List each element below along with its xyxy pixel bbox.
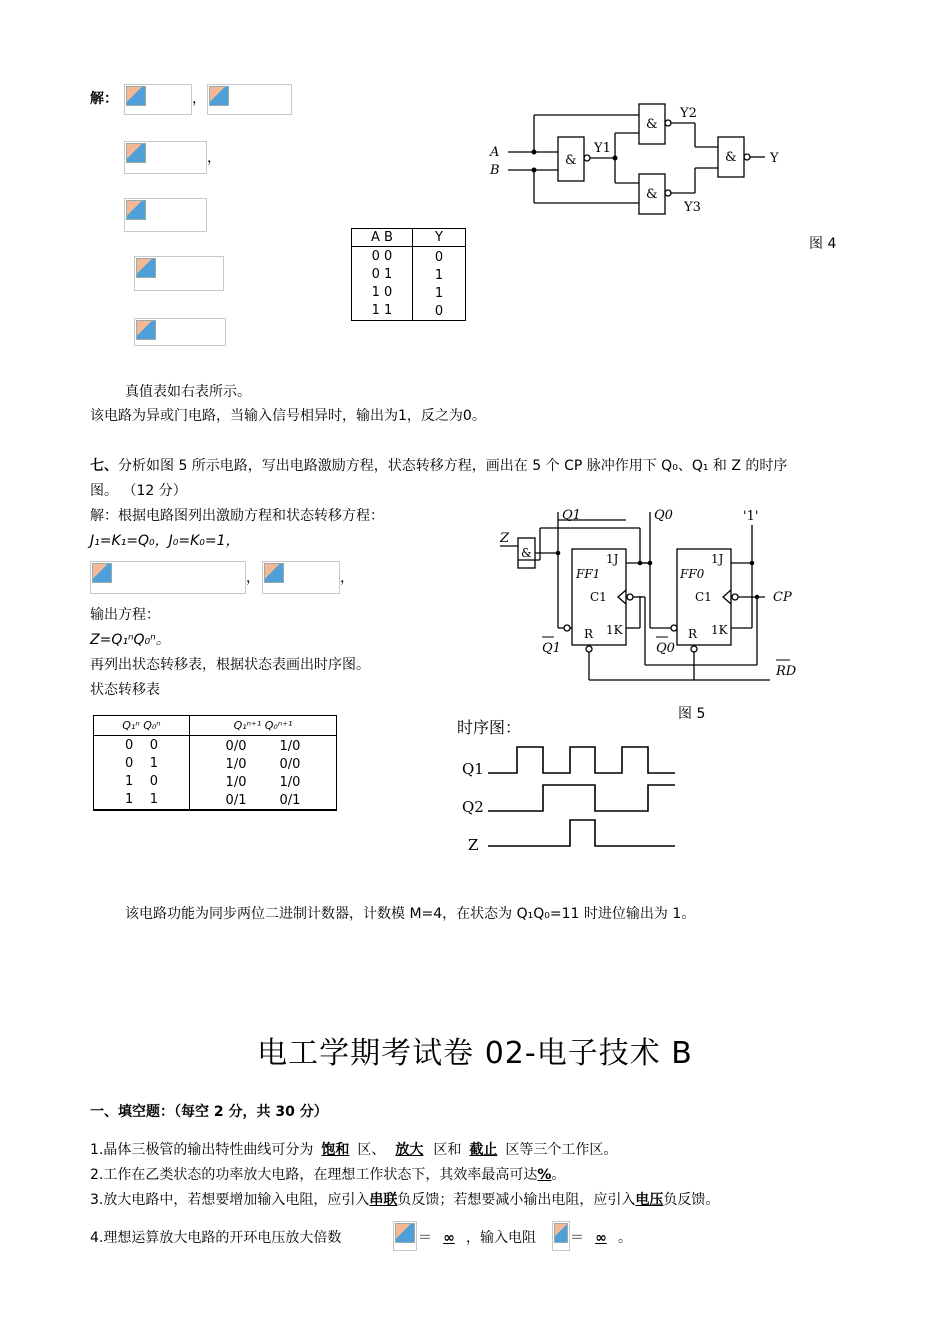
header-next: Q₁ⁿ⁺¹ Q₀ⁿ⁺¹ [190,716,337,736]
output-equation-label: 输出方程： [90,607,160,623]
figure-5-circuit [490,500,820,685]
header-y: Y [413,229,466,247]
comma: ， [340,570,354,586]
truth-table [351,228,466,321]
q4-text: ，输入电阻 [466,1230,536,1246]
signal-label-q2: Q2 [462,798,484,816]
section-7-heading-cont: 图。 （12 分） [90,483,187,499]
figure-4-circuit [480,95,800,220]
figure-5-label: 图 5 [678,706,706,722]
image-icon [126,143,146,163]
q3-answer-1: 串联 [369,1192,398,1208]
cell: 0 [434,303,444,319]
image-icon [264,563,284,583]
label-c1: C1 [695,590,712,604]
cell: 1/0 1/0 [225,774,301,790]
formula-image [90,561,246,594]
gate-symbol: & [521,546,532,560]
formula-image [262,561,340,594]
label-z: Z [500,531,510,546]
q4-text: ＝ [418,1230,432,1246]
label-y1: Y1 [594,141,611,156]
label-r: R [584,627,594,641]
q3-text: 3.放大电路中，若想要增加输入电阻，应引入 [90,1192,370,1208]
truth-note: 真值表如右表所示。 [125,384,251,400]
question-1 [90,1140,617,1160]
cell: 0 0 [94,736,190,756]
cell: 0 0 [352,247,413,267]
state-text: 再列出状态转移表，根据状态表画出时序图。 [90,657,370,673]
q4-text: 。 [618,1230,632,1246]
label-q0: Q0 [654,508,673,523]
timing-label: 时序图： [457,718,522,737]
q1-answer-1: 饱和 [321,1142,350,1158]
cell: 1 1 [94,791,190,810]
z-waveform [488,820,675,846]
gate-symbol: & [725,150,737,165]
cell: 1 [434,285,444,301]
label-1k: 1K [711,623,728,637]
question-4 [90,1228,341,1248]
formula-image [393,1221,417,1251]
label-1k: 1K [606,623,623,637]
q4-answer-1: ∞ [443,1230,455,1246]
function-text: 该电路功能为同步两位二进制计数器，计数模 M=4，在状态为 Q₁Q₀=11 时进位输出为 1。 [125,906,696,922]
figure-4-label: 图 4 [809,236,837,252]
q1-text: 区和 [433,1142,462,1158]
section-number: 七、 [90,458,118,474]
image-icon [136,320,156,340]
formula-image [134,256,224,291]
cell: 0/1 0/1 [225,792,301,808]
q3-answer-2: 电压 [635,1192,664,1208]
image-icon [209,86,229,106]
timing-diagram [460,740,685,855]
image-icon [92,563,112,583]
gate-symbol: & [646,117,658,132]
q1-waveform [488,747,675,773]
excitation-equation: J₁=K₁=Q₀，J₀=K₀=1， [90,533,240,549]
question-4-cont [418,1228,536,1248]
comma: ， [192,91,206,107]
image-icon [126,200,146,220]
cell: 1/0 0/0 [225,756,301,772]
formula-image [124,84,192,115]
solve-text: 解：根据电路图列出激励方程和状态转移方程： [90,508,384,524]
q4-answer-2: ∞ [595,1230,607,1246]
q3-text: 负反馈。 [663,1192,720,1208]
question-4-end [570,1228,632,1248]
q4-text: 4.理想运算放大电路的开环电压放大倍数 [90,1230,342,1246]
q1-text: 区等三个工作区。 [505,1142,618,1158]
label-y: Y [770,151,779,166]
label-1j: 1J [606,552,619,566]
q2-text: 2.工作在乙类状态的功率放大电路，在理想工作状态下，其效率最高可达 [90,1167,538,1183]
image-icon [554,1223,568,1243]
q1-answer-2: 放大 [395,1142,424,1158]
q3-text: 负反馈；若想要减小输出电阻，应引入 [397,1192,636,1208]
cell: 1 0 [352,284,413,302]
cell: 0/0 1/0 [225,738,301,754]
signal-label-z: Z [468,836,479,854]
label-q1: Q1 [562,508,581,523]
label-cp: CP [773,590,792,605]
gate-symbol: & [565,153,577,168]
label-c1: C1 [590,590,607,604]
cell: 0 1 [352,266,413,284]
question-3 [90,1190,719,1210]
cell: 0 1 [94,755,190,773]
formula-image [124,141,207,174]
label-1j: 1J [711,552,724,566]
label-nq0: Q0 [656,641,675,656]
gate-symbol: & [646,187,658,202]
q2-text: 。 [551,1167,566,1183]
question-2 [90,1165,565,1185]
signal-label-q1: Q1 [462,760,484,778]
q1-text: 区、 [357,1142,386,1158]
q1-answer-3: 截止 [469,1142,498,1158]
state-table-label: 状态转移表 [90,682,160,698]
label-y3: Y3 [684,200,701,215]
state-transition-table [93,715,337,811]
image-icon [395,1223,415,1243]
comma: ， [207,150,221,166]
answer-label: 解： [90,91,118,107]
label-y2: Y2 [680,106,697,121]
label-ff1: FF1 [576,567,601,581]
formula-image [134,318,226,346]
q2-waveform [488,785,675,811]
comma: ， [246,570,260,586]
formula-image [552,1221,570,1251]
cell: 0 [434,249,444,265]
label-nq1: Q1 [542,641,561,656]
header-ab: A B [352,229,413,247]
label-ff0: FF0 [680,567,705,581]
page-title: 电工学期考试卷 02-电子技术 B [257,1036,693,1071]
section-1-heading: 一、填空题：（每空 2 分，共 30 分） [90,1104,328,1120]
label-b: B [490,163,500,178]
section-7-text: 分析如图 5 所示电路，写出电路激励方程，状态转移方程，画出在 5 个 CP 脉冲作用下 Q₀、Q₁ 和 Z 的时序 [118,458,788,474]
label-one: '1' [743,509,759,524]
output-equation: Z=Q₁ⁿQ₀ⁿ。 [90,632,170,648]
image-icon [126,86,146,106]
label-rd: RD [776,664,797,679]
q1-text: 1.晶体三极管的输出特性曲线可分为 [90,1142,314,1158]
label-r: R [688,627,698,641]
formula-image [124,198,207,232]
header-current: Q₁ⁿ Q₀ⁿ [94,716,190,736]
cell: 1 [434,267,444,283]
label-a: A [490,145,500,160]
q2-answer: % [537,1167,552,1183]
section-7-heading [90,456,787,476]
formula-image [207,84,292,115]
conclusion-text: 该电路为异或门电路，当输入信号相异时，输出为1，反之为0。 [90,408,486,424]
cell: 1 1 [352,302,413,321]
q4-text: ＝ [570,1230,584,1246]
image-icon [136,258,156,278]
cell: 1 0 [94,773,190,791]
